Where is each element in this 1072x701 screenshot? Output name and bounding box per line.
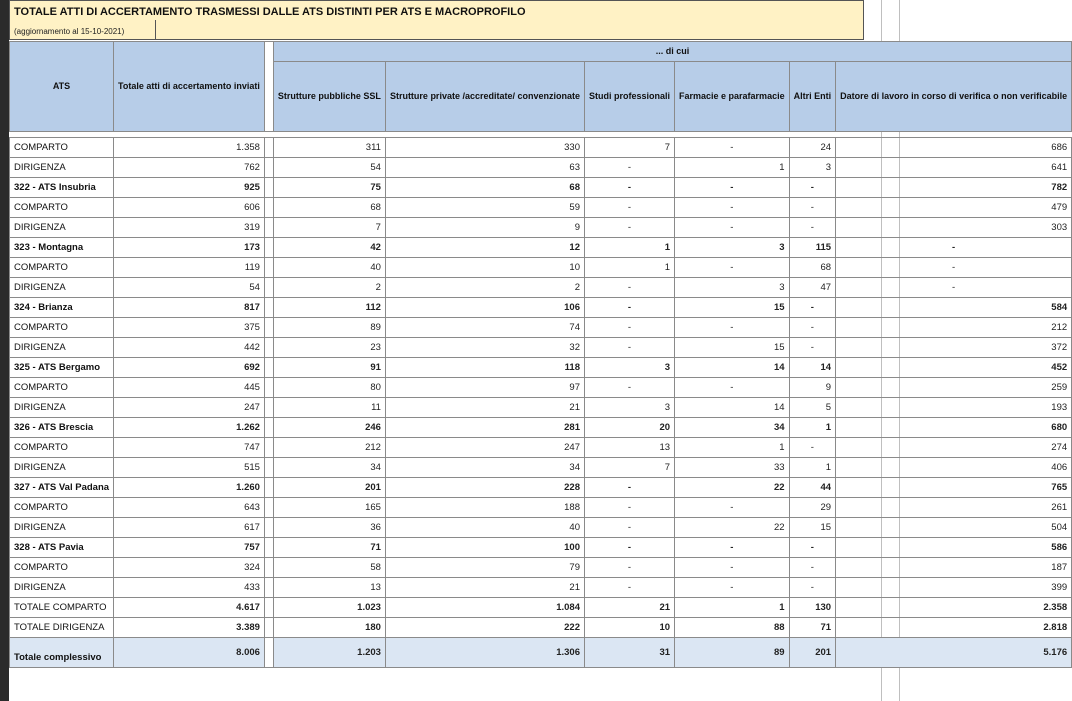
- row-label[interactable]: 322 - ATS Insubria: [10, 178, 114, 198]
- cell-studi[interactable]: -: [585, 158, 675, 178]
- cell-strutture-pubbliche[interactable]: 40: [273, 258, 385, 278]
- cell-strutture-private[interactable]: 97: [385, 378, 584, 398]
- cell-strutture-pubbliche[interactable]: 80: [273, 378, 385, 398]
- cell-altri-enti[interactable]: -: [789, 198, 836, 218]
- cell-datore[interactable]: 686: [836, 138, 1072, 158]
- cell-strutture-pubbliche[interactable]: 1.023: [273, 598, 385, 618]
- row-label[interactable]: 325 - ATS Bergamo: [10, 358, 114, 378]
- header-farmacie[interactable]: Farmacie e parafarmacie: [675, 62, 790, 132]
- cell-strutture-pubbliche[interactable]: 75: [273, 178, 385, 198]
- header-gap: [264, 42, 273, 132]
- cell-totale[interactable]: 324: [114, 558, 265, 578]
- gap-cell: [264, 578, 273, 598]
- table-row: [10, 538, 1072, 558]
- cell-farmacie[interactable]: 3: [675, 278, 790, 298]
- sheet-frame-left: [0, 0, 9, 701]
- cell-strutture-pubbliche[interactable]: 2: [273, 278, 385, 298]
- table-row: [10, 578, 1072, 598]
- cell-datore[interactable]: 274: [836, 438, 1072, 458]
- cell-totale[interactable]: 119: [114, 258, 265, 278]
- sheet-subtitle: (aggiornamento al 15-10-2021): [14, 27, 125, 36]
- cell-studi[interactable]: -: [585, 298, 675, 318]
- cell-datore[interactable]: 765: [836, 478, 1072, 498]
- row-label[interactable]: COMPARTO: [10, 378, 114, 398]
- gap-cell: [264, 458, 273, 478]
- table-row: [10, 238, 1072, 258]
- gap-cell: [264, 478, 273, 498]
- cell-datore[interactable]: 261: [836, 498, 1072, 518]
- cell-studi[interactable]: -: [585, 578, 675, 598]
- row-label[interactable]: DIRIGENZA: [10, 518, 114, 538]
- cell-strutture-pubbliche[interactable]: 7: [273, 218, 385, 238]
- cell-studi[interactable]: -: [585, 178, 675, 198]
- cell-datore[interactable]: 504: [836, 518, 1072, 538]
- cell-farmacie[interactable]: -: [675, 138, 790, 158]
- gap-cell: [264, 558, 273, 578]
- cell-totale[interactable]: 762: [114, 158, 265, 178]
- header-strutture-private[interactable]: Strutture private /accreditate/ convenzionate: [385, 62, 584, 132]
- gap-cell: [264, 618, 273, 638]
- cell-altri-enti[interactable]: -: [789, 338, 836, 358]
- cell-studi[interactable]: -: [585, 278, 675, 298]
- cell-strutture-pubbliche[interactable]: 42: [273, 238, 385, 258]
- gap-cell: [264, 378, 273, 398]
- cell-farmacie[interactable]: -: [675, 198, 790, 218]
- cell-datore[interactable]: -: [836, 238, 1072, 258]
- cell-totale[interactable]: 1.260: [114, 478, 265, 498]
- cell-datore[interactable]: 372: [836, 338, 1072, 358]
- row-label[interactable]: 326 - ATS Brescia: [10, 418, 114, 438]
- cell-farmacie[interactable]: 22: [675, 478, 790, 498]
- sheet-title: TOTALE ATTI DI ACCERTAMENTO TRASMESSI DALLE ATS DISTINTI PER ATS E MACROPROFILO: [14, 6, 526, 18]
- row-label[interactable]: COMPARTO: [10, 198, 114, 218]
- row-label[interactable]: COMPARTO: [10, 438, 114, 458]
- cell-strutture-pubbliche[interactable]: 212: [273, 438, 385, 458]
- cell-totale[interactable]: 606: [114, 198, 265, 218]
- cell-studi[interactable]: -: [585, 318, 675, 338]
- cell-farmacie[interactable]: 1: [675, 598, 790, 618]
- cell-studi[interactable]: -: [585, 498, 675, 518]
- cell-totale[interactable]: 433: [114, 578, 265, 598]
- cell-totale[interactable]: 54: [114, 278, 265, 298]
- cell-altri-enti[interactable]: -: [789, 178, 836, 198]
- cell-datore[interactable]: 479: [836, 198, 1072, 218]
- cell-totale[interactable]: 3.389: [114, 618, 265, 638]
- cell-studi[interactable]: 10: [585, 618, 675, 638]
- row-label[interactable]: DIRIGENZA: [10, 158, 114, 178]
- gap-cell: [264, 358, 273, 378]
- cell-altri-enti[interactable]: 5: [789, 398, 836, 418]
- cell-farmacie[interactable]: -: [675, 258, 790, 278]
- cell-totale[interactable]: 173: [114, 238, 265, 258]
- cell-studi[interactable]: -: [585, 478, 675, 498]
- cell-strutture-private[interactable]: 32: [385, 338, 584, 358]
- cell-strutture-private[interactable]: 79: [385, 558, 584, 578]
- gap-cell: [264, 298, 273, 318]
- cell-altri-enti[interactable]: 1: [789, 418, 836, 438]
- cell-farmacie[interactable]: -: [675, 178, 790, 198]
- cell-studi[interactable]: -: [585, 378, 675, 398]
- cell-strutture-pubbliche[interactable]: 34: [273, 458, 385, 478]
- cell-datore[interactable]: 680: [836, 418, 1072, 438]
- cell-strutture-pubbliche[interactable]: 89: [273, 318, 385, 338]
- cell-strutture-private[interactable]: 74: [385, 318, 584, 338]
- cell-datore[interactable]: 5.176: [836, 638, 1072, 668]
- cell-totale[interactable]: 4.617: [114, 598, 265, 618]
- cell-strutture-private[interactable]: 222: [385, 618, 584, 638]
- row-label[interactable]: COMPARTO: [10, 558, 114, 578]
- gap-cell: [264, 398, 273, 418]
- table-row: [10, 178, 1072, 198]
- table-row: [10, 338, 1072, 358]
- cell-altri-enti[interactable]: 44: [789, 478, 836, 498]
- cell-farmacie[interactable]: 88: [675, 618, 790, 638]
- cell-datore[interactable]: 193: [836, 398, 1072, 418]
- cell-totale[interactable]: 442: [114, 338, 265, 358]
- cell-farmacie[interactable]: -: [675, 578, 790, 598]
- gap-cell: [264, 418, 273, 438]
- cell-datore[interactable]: -: [836, 278, 1072, 298]
- cell-studi[interactable]: -: [585, 558, 675, 578]
- cell-studi[interactable]: 31: [585, 638, 675, 668]
- table-row: [10, 158, 1072, 178]
- cell-farmacie[interactable]: -: [675, 378, 790, 398]
- row-label[interactable]: Totale complessivo: [10, 638, 114, 668]
- cell-strutture-pubbliche[interactable]: 201: [273, 478, 385, 498]
- gap-cell: [264, 438, 273, 458]
- cell-studi[interactable]: 13: [585, 438, 675, 458]
- table-row: [10, 138, 1072, 158]
- cell-farmacie[interactable]: 14: [675, 358, 790, 378]
- cell-strutture-pubbliche[interactable]: 23: [273, 338, 385, 358]
- cell-strutture-pubbliche[interactable]: 246: [273, 418, 385, 438]
- cell-farmacie[interactable]: 15: [675, 338, 790, 358]
- table-row: [10, 198, 1072, 218]
- cell-totale[interactable]: 1.358: [114, 138, 265, 158]
- cell-altri-enti[interactable]: -: [789, 558, 836, 578]
- row-label[interactable]: DIRIGENZA: [10, 578, 114, 598]
- cell-altri-enti[interactable]: -: [789, 538, 836, 558]
- cell-datore[interactable]: 259: [836, 378, 1072, 398]
- row-label[interactable]: 323 - Montagna: [10, 238, 114, 258]
- cell-studi[interactable]: 7: [585, 458, 675, 478]
- cell-datore[interactable]: 641: [836, 158, 1072, 178]
- title-box: [9, 0, 864, 40]
- cell-studi[interactable]: 21: [585, 598, 675, 618]
- cell-altri-enti[interactable]: -: [789, 218, 836, 238]
- cell-strutture-private[interactable]: 63: [385, 158, 584, 178]
- cell-datore[interactable]: 2.358: [836, 598, 1072, 618]
- cell-strutture-private[interactable]: 2: [385, 278, 584, 298]
- cell-datore[interactable]: 399: [836, 578, 1072, 598]
- row-label[interactable]: 327 - ATS Val Padana: [10, 478, 114, 498]
- table-row: [10, 618, 1072, 638]
- table-row: [10, 298, 1072, 318]
- table-row: [10, 638, 1072, 668]
- cell-farmacie[interactable]: 3: [675, 238, 790, 258]
- cell-strutture-pubbliche[interactable]: 54: [273, 158, 385, 178]
- cell-altri-enti[interactable]: -: [789, 438, 836, 458]
- cell-farmacie[interactable]: -: [675, 218, 790, 238]
- row-label[interactable]: DIRIGENZA: [10, 458, 114, 478]
- gap-cell: [264, 158, 273, 178]
- cell-studi[interactable]: 3: [585, 358, 675, 378]
- header-totale[interactable]: Totale atti di accertamento inviati: [114, 42, 265, 132]
- cell-divider: [155, 20, 156, 40]
- cell-altri-enti[interactable]: -: [789, 298, 836, 318]
- cell-totale[interactable]: 747: [114, 438, 265, 458]
- gap-cell: [264, 318, 273, 338]
- row-label[interactable]: 328 - ATS Pavia: [10, 538, 114, 558]
- cell-strutture-pubbliche[interactable]: 11: [273, 398, 385, 418]
- table-row: [10, 558, 1072, 578]
- gap-cell: [264, 518, 273, 538]
- cell-strutture-private[interactable]: 188: [385, 498, 584, 518]
- cell-farmacie[interactable]: 33: [675, 458, 790, 478]
- gap-cell: [264, 238, 273, 258]
- cell-datore[interactable]: 187: [836, 558, 1072, 578]
- cell-studi[interactable]: 3: [585, 398, 675, 418]
- header-altri-enti[interactable]: Altri Enti: [789, 62, 836, 132]
- gap-cell: [264, 338, 273, 358]
- cell-strutture-pubbliche[interactable]: 71: [273, 538, 385, 558]
- cell-altri-enti[interactable]: 68: [789, 258, 836, 278]
- table-row: [10, 498, 1072, 518]
- table-row: [10, 398, 1072, 418]
- cell-strutture-pubbliche[interactable]: 91: [273, 358, 385, 378]
- row-label[interactable]: DIRIGENZA: [10, 218, 114, 238]
- row-label[interactable]: DIRIGENZA: [10, 338, 114, 358]
- gap-cell: [264, 538, 273, 558]
- cell-farmacie[interactable]: -: [675, 558, 790, 578]
- row-label[interactable]: COMPARTO: [10, 498, 114, 518]
- cell-altri-enti[interactable]: 29: [789, 498, 836, 518]
- cell-strutture-private[interactable]: 21: [385, 398, 584, 418]
- cell-altri-enti[interactable]: 14: [789, 358, 836, 378]
- cell-farmacie[interactable]: -: [675, 538, 790, 558]
- cell-altri-enti[interactable]: -: [789, 578, 836, 598]
- cell-strutture-pubbliche[interactable]: 13: [273, 578, 385, 598]
- cell-studi[interactable]: 1: [585, 258, 675, 278]
- gap-cell: [264, 498, 273, 518]
- cell-strutture-pubbliche[interactable]: 1.203: [273, 638, 385, 668]
- cell-totale[interactable]: 925: [114, 178, 265, 198]
- cell-totale[interactable]: 8.006: [114, 638, 265, 668]
- row-label[interactable]: TOTALE DIRIGENZA: [10, 618, 114, 638]
- cell-studi[interactable]: -: [585, 518, 675, 538]
- table-row: [10, 438, 1072, 458]
- cell-strutture-private[interactable]: 247: [385, 438, 584, 458]
- cell-totale[interactable]: 515: [114, 458, 265, 478]
- gap-cell: [264, 278, 273, 298]
- cell-totale[interactable]: 375: [114, 318, 265, 338]
- cell-strutture-private[interactable]: 228: [385, 478, 584, 498]
- table-row: [10, 358, 1072, 378]
- cell-altri-enti[interactable]: 130: [789, 598, 836, 618]
- cell-farmacie[interactable]: -: [675, 498, 790, 518]
- cell-farmacie[interactable]: 1: [675, 438, 790, 458]
- header-di-cui[interactable]: ... di cui: [273, 42, 1071, 62]
- header-ats[interactable]: ATS: [10, 42, 114, 132]
- row-label[interactable]: COMPARTO: [10, 318, 114, 338]
- gap-cell: [264, 218, 273, 238]
- cell-datore[interactable]: 303: [836, 218, 1072, 238]
- cell-strutture-private[interactable]: 59: [385, 198, 584, 218]
- header-studi-professionali[interactable]: Studi professionali: [585, 62, 675, 132]
- cell-strutture-pubbliche[interactable]: 112: [273, 298, 385, 318]
- table-row: [10, 478, 1072, 498]
- cell-totale[interactable]: 247: [114, 398, 265, 418]
- cell-strutture-pubbliche[interactable]: 311: [273, 138, 385, 158]
- cell-farmacie[interactable]: 14: [675, 398, 790, 418]
- cell-farmacie[interactable]: 1: [675, 158, 790, 178]
- cell-datore[interactable]: 452: [836, 358, 1072, 378]
- cell-totale[interactable]: 445: [114, 378, 265, 398]
- cell-studi[interactable]: 20: [585, 418, 675, 438]
- cell-strutture-pubbliche[interactable]: 165: [273, 498, 385, 518]
- cell-totale[interactable]: 692: [114, 358, 265, 378]
- cell-strutture-private[interactable]: 40: [385, 518, 584, 538]
- cell-strutture-pubbliche[interactable]: 180: [273, 618, 385, 638]
- table-row: [10, 598, 1072, 618]
- cell-totale[interactable]: 757: [114, 538, 265, 558]
- gap-cell: [264, 178, 273, 198]
- cell-strutture-private[interactable]: 1.084: [385, 598, 584, 618]
- header-datore-lavoro[interactable]: Datore di lavoro in corso di verifica o non verificabile: [836, 62, 1072, 132]
- data-table: [9, 41, 1072, 668]
- cell-studi[interactable]: -: [585, 538, 675, 558]
- header-strutture-pubbliche[interactable]: Strutture pubbliche SSL: [273, 62, 385, 132]
- table-row: [10, 258, 1072, 278]
- cell-strutture-private[interactable]: 9: [385, 218, 584, 238]
- cell-altri-enti[interactable]: 15: [789, 518, 836, 538]
- table-row: [10, 318, 1072, 338]
- cell-datore[interactable]: -: [836, 258, 1072, 278]
- cell-altri-enti[interactable]: 115: [789, 238, 836, 258]
- cell-farmacie[interactable]: 89: [675, 638, 790, 668]
- table-row: [10, 278, 1072, 298]
- cell-strutture-pubbliche[interactable]: 58: [273, 558, 385, 578]
- row-label[interactable]: DIRIGENZA: [10, 398, 114, 418]
- cell-strutture-private[interactable]: 1.306: [385, 638, 584, 668]
- cell-studi[interactable]: -: [585, 338, 675, 358]
- gap-cell: [264, 198, 273, 218]
- cell-altri-enti[interactable]: 201: [789, 638, 836, 668]
- cell-strutture-private[interactable]: 21: [385, 578, 584, 598]
- cell-studi[interactable]: 1: [585, 238, 675, 258]
- cell-strutture-private[interactable]: 106: [385, 298, 584, 318]
- cell-totale[interactable]: 643: [114, 498, 265, 518]
- cell-strutture-pubbliche[interactable]: 68: [273, 198, 385, 218]
- cell-farmacie[interactable]: 22: [675, 518, 790, 538]
- gap-cell: [264, 258, 273, 278]
- cell-datore[interactable]: 782: [836, 178, 1072, 198]
- cell-altri-enti[interactable]: 3: [789, 158, 836, 178]
- cell-strutture-private[interactable]: 281: [385, 418, 584, 438]
- table-row: [10, 418, 1072, 438]
- cell-altri-enti[interactable]: 47: [789, 278, 836, 298]
- cell-farmacie[interactable]: 34: [675, 418, 790, 438]
- gap-cell: [264, 598, 273, 618]
- row-label[interactable]: COMPARTO: [10, 258, 114, 278]
- cell-farmacie[interactable]: -: [675, 318, 790, 338]
- cell-studi[interactable]: -: [585, 218, 675, 238]
- cell-altri-enti[interactable]: 9: [789, 378, 836, 398]
- cell-altri-enti[interactable]: 71: [789, 618, 836, 638]
- cell-datore[interactable]: 406: [836, 458, 1072, 478]
- cell-strutture-private[interactable]: 100: [385, 538, 584, 558]
- cell-altri-enti[interactable]: -: [789, 318, 836, 338]
- row-label[interactable]: 324 - Brianza: [10, 298, 114, 318]
- cell-strutture-private[interactable]: 10: [385, 258, 584, 278]
- row-label[interactable]: TOTALE COMPARTO: [10, 598, 114, 618]
- table-row: [10, 218, 1072, 238]
- row-label[interactable]: COMPARTO: [10, 138, 114, 158]
- cell-totale[interactable]: 617: [114, 518, 265, 538]
- cell-totale[interactable]: 1.262: [114, 418, 265, 438]
- cell-datore[interactable]: 212: [836, 318, 1072, 338]
- cell-strutture-private[interactable]: 12: [385, 238, 584, 258]
- cell-datore[interactable]: 584: [836, 298, 1072, 318]
- table-row: [10, 378, 1072, 398]
- cell-altri-enti[interactable]: 1: [789, 458, 836, 478]
- cell-datore[interactable]: 586: [836, 538, 1072, 558]
- cell-totale[interactable]: 817: [114, 298, 265, 318]
- cell-strutture-private[interactable]: 330: [385, 138, 584, 158]
- cell-strutture-private[interactable]: 118: [385, 358, 584, 378]
- gap-cell: [264, 638, 273, 668]
- gap-cell: [264, 138, 273, 158]
- cell-strutture-private[interactable]: 68: [385, 178, 584, 198]
- cell-studi[interactable]: -: [585, 198, 675, 218]
- cell-datore[interactable]: 2.818: [836, 618, 1072, 638]
- cell-totale[interactable]: 319: [114, 218, 265, 238]
- cell-strutture-pubbliche[interactable]: 36: [273, 518, 385, 538]
- cell-altri-enti[interactable]: 24: [789, 138, 836, 158]
- table-row: [10, 518, 1072, 538]
- table-row: [10, 458, 1072, 478]
- cell-strutture-private[interactable]: 34: [385, 458, 584, 478]
- row-label[interactable]: DIRIGENZA: [10, 278, 114, 298]
- cell-studi[interactable]: 7: [585, 138, 675, 158]
- cell-farmacie[interactable]: 15: [675, 298, 790, 318]
